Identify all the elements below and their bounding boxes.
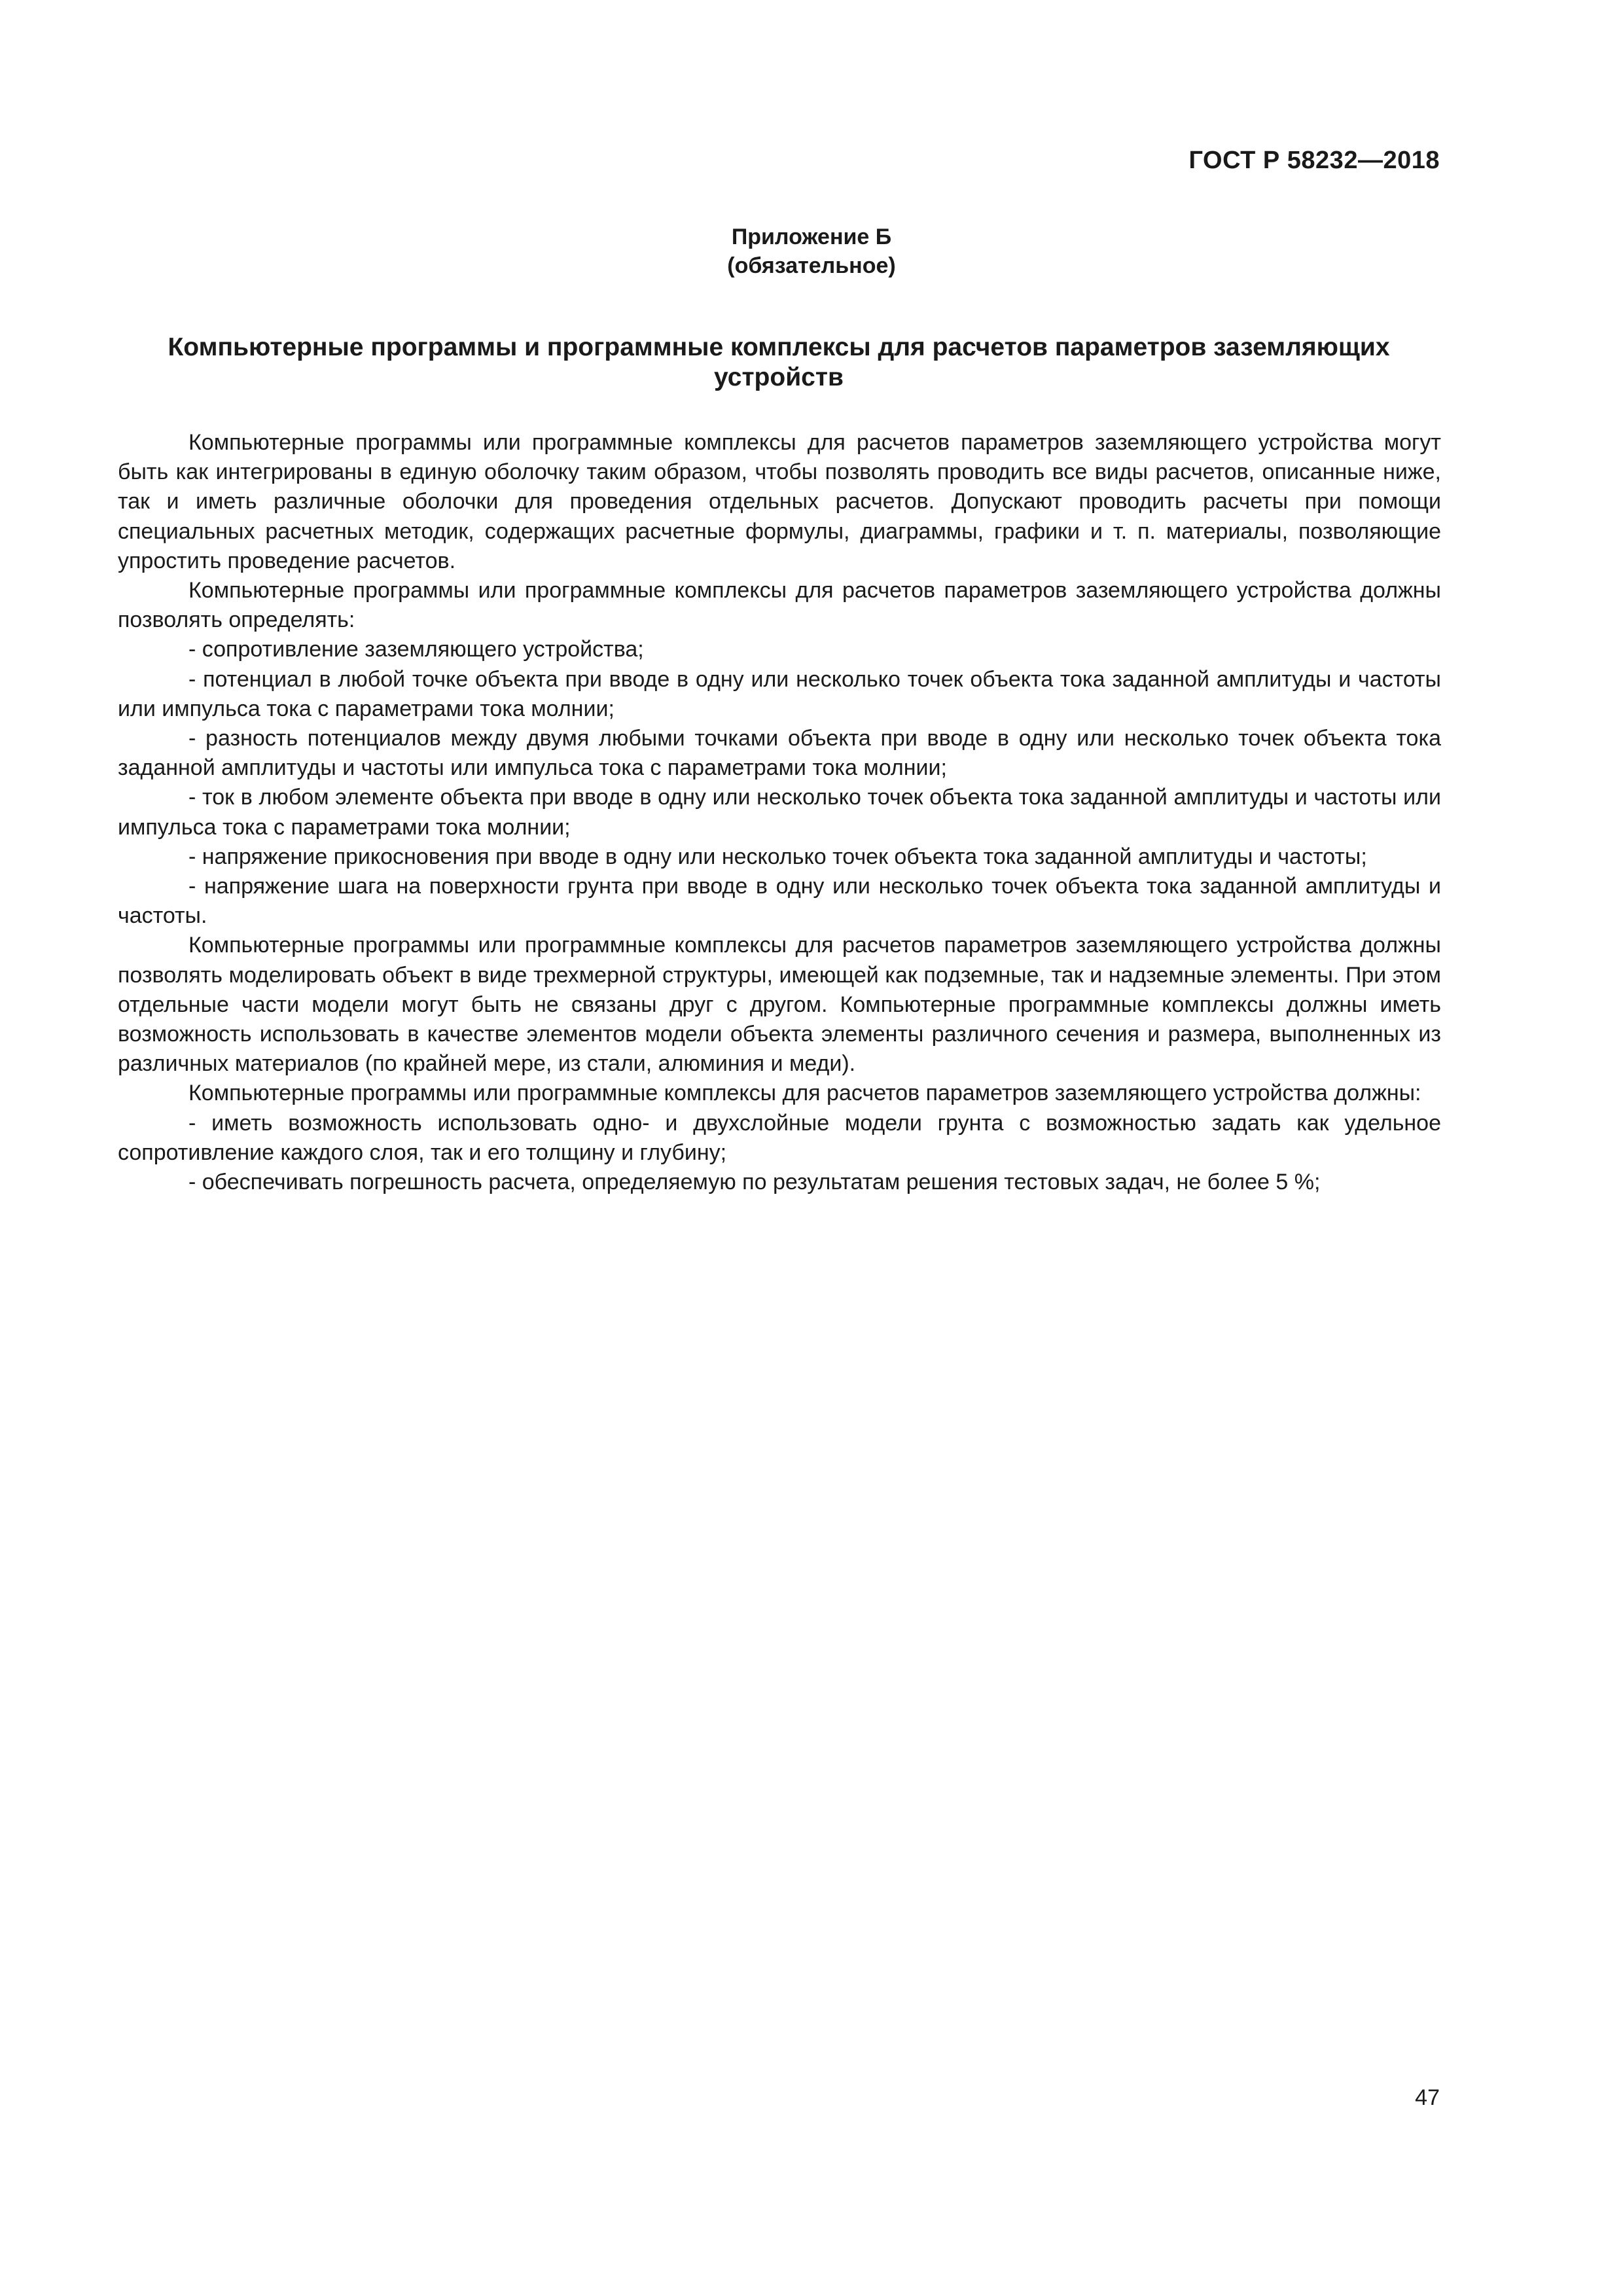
list-item: - ток в любом элементе объекта при вводе в одну или несколько точек объекта тока заданной амплитуды и частоты или импульса тока с параметрами тока молнии; <box>118 785 1441 840</box>
list-item: - обеспечивать погрешность расчета, определяемую по результатам решения тестовых задач, не более 5 %; <box>188 1170 1321 1195</box>
document-code: ГОСТ Р 58232—2018 <box>1188 147 1440 174</box>
paragraph: Компьютерные программы или программные комплексы для расчетов параметров заземляющего устройства должны позволять моделировать объект в виде трехмерной структуры, имеющей как подземные, так и надземные элементы. При этом отдельные части модели могут быть не связаны друг с другом. Компьютерные программные комплексы должны иметь возможность использовать в качестве элементов модели объекта элементы различного сечения и размера, выполненных из различных материалов (по крайней мере, из стали, алюминия и меди). <box>118 933 1441 1077</box>
list-item: - иметь возможность использовать одно- и двухслойные модели грунта с возможностью задать как удельное сопротивление каждого слоя, так и его толщину и глубину; <box>118 1110 1441 1165</box>
list-item: - разность потенциалов между двумя любыми точками объекта при вводе в одну или несколько точек объекта тока заданной амплитуды и частоты или импульса тока с параметрами тока молнии; <box>118 726 1441 781</box>
list-item: - напряжение прикосновения при вводе в одну или несколько точек объекта тока заданной амплитуды и частоты; <box>188 844 1367 869</box>
paragraph: Компьютерные программы или программные комплексы для расчетов параметров заземляющего устройства должны позволять определять: <box>118 578 1441 633</box>
section-title-line-1: Компьютерные программы и программные комплексы для расчетов параметров заземляющих <box>168 333 1390 361</box>
list-item: - напряжение шага на поверхности грунта при вводе в одну или несколько точек объекта тока заданной амплитуды и частоты. <box>118 874 1441 929</box>
list-item: - сопротивление заземляющего устройства; <box>188 637 644 662</box>
section-title-line-2: устройств <box>714 363 844 391</box>
appendix-heading <box>0 223 1623 280</box>
section-title <box>111 332 1446 393</box>
appendix-label: Приложение Б <box>731 224 892 249</box>
paragraph: Компьютерные программы или программные комплексы для расчетов параметров заземляющего устройства могут быть как интегрированы в единую оболочку таким образом, чтобы позволять проводить все виды расчетов, описанные ниже, так и иметь различные оболочки для проведения отдельных расчетов. Допускают проводить расчеты при помощи специальных расчетных методик, содержащих расчетные формулы, диаграммы, графики и т. п. материалы, позволяющие упростить проведение расчетов. <box>118 430 1441 573</box>
body-text <box>118 428 1441 1197</box>
paragraph: Компьютерные программы или программные комплексы для расчетов параметров заземляющего устройства должны: <box>188 1081 1421 1106</box>
page-number: 47 <box>1415 2085 1440 2110</box>
appendix-status: (обязательное) <box>727 253 896 278</box>
list-item: - потенциал в любой точке объекта при вводе в одну или несколько точек объекта тока заданной амплитуды и частоты или импульса тока с параметрами тока молнии; <box>118 666 1441 721</box>
